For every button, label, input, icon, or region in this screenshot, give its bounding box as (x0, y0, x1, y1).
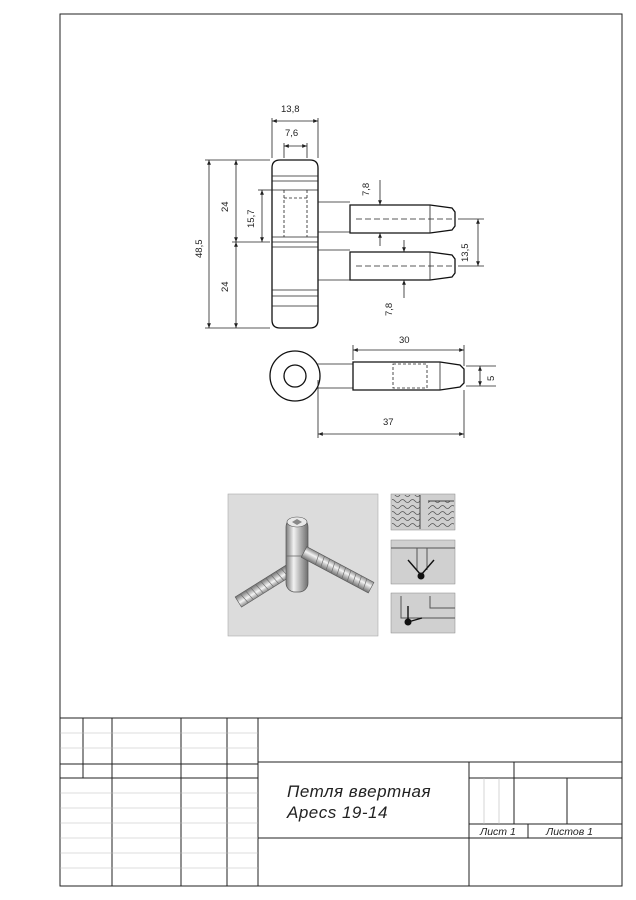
sheet-frame (60, 14, 622, 886)
title-block (60, 718, 622, 886)
dim-13-8: 13,8 (281, 104, 300, 115)
part-name: Петля ввертная (287, 782, 432, 801)
dim-13-5: 13,5 (460, 243, 471, 262)
hinge-photo (228, 494, 378, 636)
hinge-install-icon (391, 540, 455, 584)
sheet-number: Лист 1 (480, 826, 516, 838)
dim-24-bottom: 24 (220, 281, 231, 292)
sheets-total: Листов 1 (546, 826, 593, 838)
part-model: Apecs 19-14 (287, 803, 388, 822)
dim-24-top: 24 (220, 201, 231, 212)
dim-15-7: 15,7 (246, 209, 257, 228)
dim-7-8-top: 7,8 (361, 182, 372, 196)
dim-37: 37 (383, 417, 394, 428)
dim-7-8-bottom: 7,8 (384, 302, 395, 316)
dim-30: 30 (399, 335, 410, 346)
dim-5: 5 (486, 375, 497, 381)
dim-48-5: 48,5 (194, 239, 205, 258)
hinge-angle-icon (391, 593, 455, 633)
wood-joint-icon (391, 494, 455, 530)
dim-7-6: 7,6 (285, 128, 299, 139)
hinge-side-view (194, 104, 484, 328)
hinge-top-view (270, 335, 497, 438)
